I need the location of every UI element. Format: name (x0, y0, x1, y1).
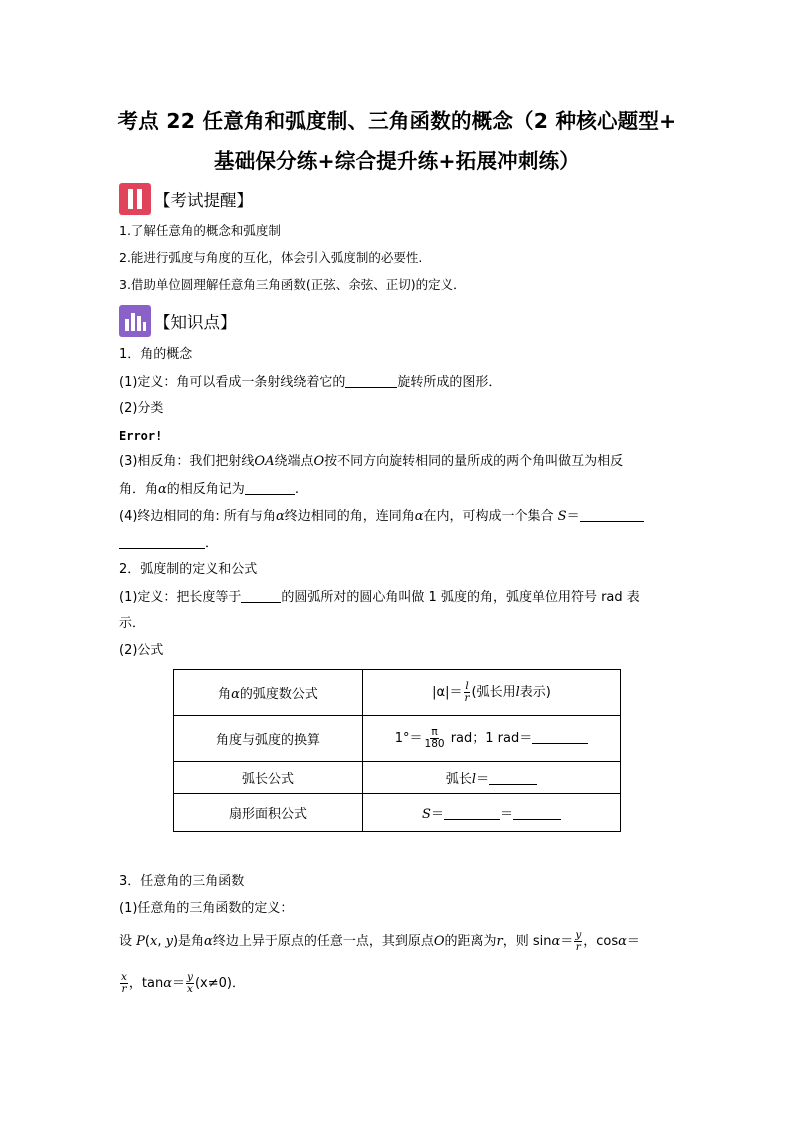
fraction-x-over-r: $\frac{x}{r}$ (121, 971, 127, 995)
exam-reminder-header (119, 183, 253, 215)
fraction-y-over-x: $\frac{y}{x}$ (187, 971, 193, 995)
pause-bars-icon (119, 183, 151, 215)
trig-definition-label: (1)任意角的三角函数的定义： (119, 901, 294, 916)
reminder-item-2: 2.能进行弧度与角度的互化，体会引入弧度制的必要性. (119, 250, 423, 265)
table-cell: 扇形面积公式 (174, 794, 363, 832)
table-row (174, 716, 621, 762)
radian-definition-line-1: (1)定义：把长度等于 的圆弧所对的圆心角叫做 1 弧度的角，弧度单位用符号 rad 表 (119, 590, 640, 605)
page-title-line-1: 考点 22 任意角和弧度制、三角函数的概念（2 种核心题型+ (117, 109, 677, 133)
angle-classification: (2)分类 (119, 401, 164, 416)
fill-blank (444, 806, 500, 820)
fill-blank (513, 806, 561, 820)
fill-blank (245, 481, 295, 495)
knowledge-heading: 【知识点】 (154, 313, 237, 332)
coterminal-angle-line-1: (4)终边相同的角: 所有与角α终边相同的角，连同角α在内，可构成一个集合 S＝ (119, 508, 644, 525)
page-title-line-2: 基础保分练+综合提升练+拓展冲刺练） (214, 149, 580, 173)
table-row (174, 670, 621, 716)
reminder-item-1: 1.了解任意角的概念和弧度制 (119, 223, 281, 238)
reminder-item-3: 3.借助单位圆理解任意角三角函数(正弦、余弦、正切)的定义． (119, 277, 466, 292)
bar-chart-icon (119, 305, 151, 337)
section-3-title: 3．任意角的三角函数 (119, 874, 245, 889)
formula-table (173, 669, 621, 832)
knowledge-header (119, 305, 237, 337)
fill-blank (345, 374, 397, 388)
table-cell: |α|＝ $\frac{l}{r}$ (弧长用l表示) (363, 670, 621, 716)
trig-definition-line-2: $\frac{x}{r}$ ，tanα＝ $\frac{y}{x}$ (x≠0)． (121, 971, 245, 995)
table-cell: 1°＝ $\frac{\pi}{180}$ rad；1 rad＝ (363, 716, 621, 762)
fraction-pi-over-180: $\frac{\pi}{180}$ (424, 726, 445, 750)
coterminal-angle-line-2: ． (119, 535, 218, 552)
table-cell: 角α的弧度数公式 (174, 670, 363, 716)
fill-blank (241, 589, 281, 603)
section-2-title: 2．弧度制的定义和公式 (119, 562, 258, 577)
formula-label: (2)公式 (119, 643, 164, 658)
radian-definition-line-2: 示． (119, 616, 146, 631)
section-1-title: 1．角的概念 (119, 347, 193, 362)
fill-blank (489, 771, 537, 785)
error-text: Error! (119, 429, 163, 443)
table-row (174, 762, 621, 794)
opposite-angle-line-1: (3)相反角：我们把射线OA绕端点O按不同方向旋转相同的量所成的两个角叫做互为相反 (119, 454, 624, 469)
fraction-y-over-r: $\frac{y}{r}$ (575, 929, 582, 953)
fraction-l-over-r: $\frac{l}{r}$ (464, 680, 470, 704)
trig-definition-line-1: 设 P(x, y)是角α终边上异于原点的任意一点，其到原点O的距离为r，则 sinα＝ $\frac{y}{r}$ ，cosα＝ (119, 929, 640, 953)
exam-reminder-heading: 【考试提醒】 (154, 191, 253, 210)
table-cell: S＝ ＝ (363, 794, 621, 832)
table-cell: 角度与弧度的换算 (174, 716, 363, 762)
opposite-angle-line-2: 角．角α的相反角记为 . (119, 482, 299, 497)
table-row (174, 794, 621, 832)
angle-definition: (1)定义：角可以看成一条射线绕着它的 旋转所成的图形． (119, 375, 502, 390)
fill-blank (580, 508, 644, 522)
fill-blank (532, 730, 588, 744)
table-cell: 弧长公式 (174, 762, 363, 794)
fill-blank (119, 535, 205, 549)
table-cell: 弧长l＝ (363, 762, 621, 794)
